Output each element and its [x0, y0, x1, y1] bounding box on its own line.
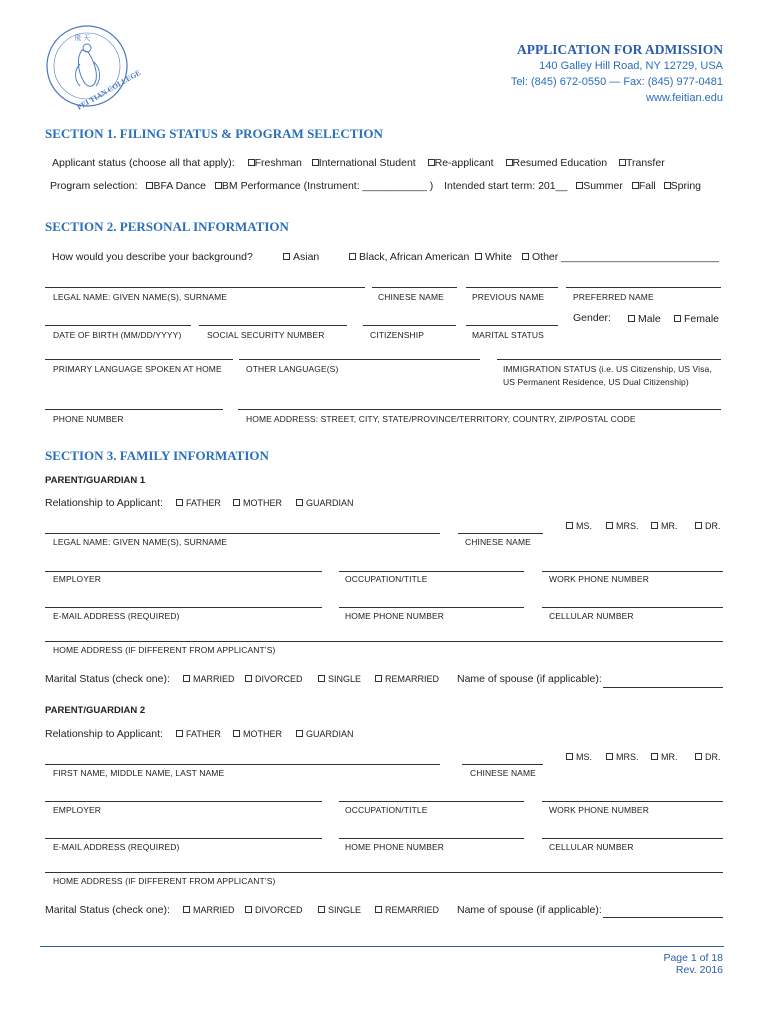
parent-1-occupation-field[interactable]: [339, 571, 524, 572]
preferred-name-label: PREFERRED NAME: [573, 292, 654, 302]
parent-2-marital-label: Marital Status (check one):: [45, 904, 170, 916]
program-bm-option[interactable]: BM Performance (Instrument: ___________ ): [215, 180, 433, 192]
applicant-status-label: Applicant status (choose all that apply):: [52, 157, 235, 169]
svg-text:飛 天: 飛 天: [74, 34, 91, 42]
checkbox-icon[interactable]: [651, 522, 658, 529]
gender-male-option[interactable]: Male: [628, 313, 661, 325]
parent-2-cell-label: CELLULAR NUMBER: [549, 842, 634, 852]
primary-language-label: PRIMARY LANGUAGE SPOKEN AT HOME: [53, 364, 222, 374]
revision: Rev. 2016: [675, 964, 723, 976]
page-number: Page 1 of 18: [663, 952, 723, 964]
gender-label: Gender:: [573, 312, 611, 324]
section-2-title: SECTION 2. PERSONAL INFORMATION: [45, 219, 289, 234]
college-logo: [44, 22, 143, 112]
home-address-field[interactable]: [238, 409, 721, 410]
chinese-name-label: CHINESE NAME: [378, 292, 444, 302]
parent-2-home-phone-field[interactable]: [339, 838, 524, 839]
parent-2-guardian-option[interactable]: GUARDIAN: [296, 729, 354, 739]
parent-1-single-option[interactable]: SINGLE: [318, 674, 361, 684]
checkbox-icon[interactable]: [318, 675, 325, 682]
program-bfa-option[interactable]: BFA Dance: [146, 180, 206, 192]
parent-1-occupation-label: OCCUPATION/TITLE: [345, 574, 428, 584]
checkbox-icon[interactable]: [475, 253, 482, 260]
ssn-field[interactable]: [199, 325, 347, 326]
status-international-option[interactable]: International Student: [312, 157, 416, 169]
parent-2-mrs-option[interactable]: MRS.: [606, 752, 639, 762]
parent-2-home-address-field[interactable]: [45, 872, 723, 873]
legal-name-label: LEGAL NAME: GIVEN NAME(S), SURNAME: [53, 292, 228, 302]
checkbox-icon[interactable]: [695, 753, 702, 760]
checkbox-icon[interactable]: [176, 730, 183, 737]
previous-name-field[interactable]: [466, 287, 558, 288]
parent-1-work-phone-label: WORK PHONE NUMBER: [549, 574, 649, 584]
checkbox-icon[interactable]: [428, 159, 435, 166]
parent-1-mr-option[interactable]: MR.: [651, 521, 678, 531]
parent-2-mr-option[interactable]: MR.: [651, 752, 678, 762]
parent-2-spouse-label: Name of spouse (if applicable):: [457, 904, 602, 916]
program-selection-row: [50, 180, 701, 192]
parent-1-remarried-option[interactable]: REMARRIED: [375, 674, 439, 684]
parent-2-dr-option[interactable]: DR.: [695, 752, 721, 762]
parent-2-home-address-label: HOME ADDRESS (IF DIFFERENT FROM APPLICANT’S): [53, 876, 276, 886]
parent-2-name-field[interactable]: [45, 764, 440, 765]
checkbox-icon[interactable]: [619, 159, 626, 166]
checkbox-icon[interactable]: [632, 182, 639, 189]
immigration-status-field[interactable]: [497, 359, 721, 360]
parent-1-chinese-name-label: CHINESE NAME: [465, 537, 531, 547]
parent-2-remarried-option[interactable]: REMARRIED: [375, 905, 439, 915]
parent-2-work-phone-label: WORK PHONE NUMBER: [549, 805, 649, 815]
primary-language-field[interactable]: [45, 359, 233, 360]
checkbox-icon[interactable]: [296, 730, 303, 737]
parent-1-marital-label: Marital Status (check one):: [45, 673, 170, 685]
other-language-label: OTHER LANGUAGE(S): [246, 364, 339, 374]
background-other-option[interactable]: Other ___________________________: [522, 251, 719, 263]
parent-1-heading: PARENT/GUARDIAN 1: [45, 475, 146, 486]
college-phone: Tel: (845) 672-0550 — Fax: (845) 977-0481: [510, 76, 723, 88]
parent-1-relationship-label: Relationship to Applicant:: [45, 497, 163, 509]
parent-2-employer-field[interactable]: [45, 801, 322, 802]
checkbox-icon[interactable]: [522, 253, 529, 260]
chinese-name-field[interactable]: [372, 287, 457, 288]
citizenship-field[interactable]: [363, 325, 456, 326]
svg-text:FEI TIAN COLLEGE: FEI TIAN COLLEGE: [75, 67, 143, 112]
checkbox-icon[interactable]: [245, 675, 252, 682]
parent-1-married-option[interactable]: MARRIED: [183, 674, 235, 684]
checkbox-icon[interactable]: [176, 499, 183, 506]
parent-1-ms-option[interactable]: MS.: [566, 521, 592, 531]
form-title: APPLICATION FOR ADMISSION: [516, 42, 723, 57]
parent-1-chinese-name-field[interactable]: [458, 533, 543, 534]
footer-divider: [40, 946, 724, 947]
college-address: 140 Galley Hill Road, NY 12729, USA: [539, 60, 723, 72]
checkbox-icon[interactable]: [695, 522, 702, 529]
background-question: How would you describe your background?: [52, 251, 253, 263]
parent-1-work-phone-field[interactable]: [542, 571, 723, 572]
parent-1-name-label: LEGAL NAME: GIVEN NAME(S), SURNAME: [53, 537, 228, 547]
checkbox-icon[interactable]: [606, 753, 613, 760]
parent-2-married-option[interactable]: MARRIED: [183, 905, 235, 915]
ssn-label: SOCIAL SECURITY NUMBER: [207, 330, 325, 340]
parent-1-home-phone-label: HOME PHONE NUMBER: [345, 611, 444, 621]
parent-2-work-phone-field[interactable]: [542, 801, 723, 802]
checkbox-icon[interactable]: [183, 675, 190, 682]
status-reapplicant-option[interactable]: Re-applicant: [428, 157, 494, 169]
checkbox-icon[interactable]: [566, 753, 573, 760]
checkbox-icon[interactable]: [233, 730, 240, 737]
marital-status-label: MARITAL STATUS: [472, 330, 544, 340]
parent-1-guardian-option[interactable]: GUARDIAN: [296, 498, 354, 508]
parent-1-cell-field[interactable]: [542, 607, 723, 608]
parent-1-home-phone-field[interactable]: [339, 607, 524, 608]
checkbox-icon[interactable]: [375, 675, 382, 682]
parent-1-father-option[interactable]: FATHER: [176, 498, 221, 508]
gender-female-option[interactable]: Female: [674, 313, 719, 325]
parent-1-name-field[interactable]: [45, 533, 440, 534]
parent-2-cell-field[interactable]: [542, 838, 723, 839]
parent-2-relationship-label: Relationship to Applicant:: [45, 728, 163, 740]
checkbox-icon[interactable]: [248, 159, 255, 166]
checkbox-icon[interactable]: [674, 315, 681, 322]
parent-2-single-option[interactable]: SINGLE: [318, 905, 361, 915]
other-language-field[interactable]: [239, 359, 480, 360]
parent-1-email-label: E-MAIL ADDRESS (REQUIRED): [53, 611, 180, 621]
checkbox-icon[interactable]: [183, 906, 190, 913]
parent-1-email-field[interactable]: [45, 607, 322, 608]
checkbox-icon[interactable]: [628, 315, 635, 322]
parent-2-occupation-field[interactable]: [339, 801, 524, 802]
parent-2-chinese-name-field[interactable]: [462, 764, 543, 765]
parent-1-divorced-option[interactable]: DIVORCED: [245, 674, 303, 684]
citizenship-label: CITIZENSHIP: [370, 330, 424, 340]
legal-name-field[interactable]: [45, 287, 365, 288]
parent-2-spouse-field[interactable]: [603, 917, 723, 918]
checkbox-icon[interactable]: [606, 522, 613, 529]
status-freshman-option[interactable]: Freshman: [248, 157, 302, 169]
parent-1-employer-field[interactable]: [45, 571, 322, 572]
parent-1-cell-label: CELLULAR NUMBER: [549, 611, 634, 621]
parent-2-name-label: FIRST NAME, MIDDLE NAME, LAST NAME: [53, 768, 225, 778]
term-summer-option[interactable]: Summer: [576, 180, 623, 192]
intended-term-label: Intended start term: 201__: [444, 180, 568, 192]
footer: [663, 952, 723, 976]
immigration-status-label-cont: US Permanent Residence, US Dual Citizenship): [503, 377, 689, 387]
term-fall-option[interactable]: Fall: [632, 180, 656, 192]
status-resumed-education-option[interactable]: Resumed Education: [506, 157, 608, 169]
college-header: [511, 42, 723, 106]
checkbox-icon[interactable]: [312, 159, 319, 166]
parent-1-mrs-option[interactable]: MRS.: [606, 521, 639, 531]
section-1-title: SECTION 1. FILING STATUS & PROGRAM SELECTION: [45, 126, 383, 141]
parent-1-home-address-field[interactable]: [45, 641, 723, 642]
checkbox-icon[interactable]: [215, 182, 222, 189]
preferred-name-field[interactable]: [566, 287, 721, 288]
checkbox-icon[interactable]: [245, 906, 252, 913]
checkbox-icon[interactable]: [349, 253, 356, 260]
phone-label: PHONE NUMBER: [53, 414, 124, 424]
parent-2-chinese-name-label: CHINESE NAME: [470, 768, 536, 778]
parent-2-mother-option[interactable]: MOTHER: [233, 729, 282, 739]
parent-1-employer-label: EMPLOYER: [53, 574, 102, 584]
program-selection-label: Program selection:: [50, 180, 138, 192]
dob-label: DATE OF BIRTH (MM/DD/YYYY): [53, 330, 182, 340]
checkbox-icon[interactable]: [651, 753, 658, 760]
immigration-status-label: IMMIGRATION STATUS (i.e. US Citizenship, US Visa,: [503, 364, 712, 374]
parent-2-heading: PARENT/GUARDIAN 2: [45, 705, 146, 716]
parent-2-occupation-label: OCCUPATION/TITLE: [345, 805, 428, 815]
background-black-option[interactable]: Black, African American: [349, 251, 469, 263]
parent-1-mother-option[interactable]: MOTHER: [233, 498, 282, 508]
background-white-option[interactable]: White: [475, 251, 512, 263]
parent-2-home-phone-label: HOME PHONE NUMBER: [345, 842, 444, 852]
background-asian-option[interactable]: Asian: [283, 251, 319, 263]
parent-1-dr-option[interactable]: DR.: [695, 521, 721, 531]
section-3-title: SECTION 3. FAMILY INFORMATION: [45, 448, 269, 463]
term-spring-option[interactable]: Spring: [664, 180, 701, 192]
previous-name-label: PREVIOUS NAME: [472, 292, 545, 302]
checkbox-icon[interactable]: [296, 499, 303, 506]
home-address-label: HOME ADDRESS: STREET, CITY, STATE/PROVINCE/TERRITORY, COUNTRY, ZIP/POSTAL CODE: [246, 414, 636, 424]
checkbox-icon[interactable]: [664, 182, 671, 189]
dob-field[interactable]: [45, 325, 191, 326]
applicant-status-row: [52, 157, 665, 169]
parent-2-ms-option[interactable]: MS.: [566, 752, 592, 762]
parent-1-spouse-field[interactable]: [603, 687, 723, 688]
parent-2-employer-label: EMPLOYER: [53, 805, 102, 815]
checkbox-icon[interactable]: [566, 522, 573, 529]
parent-1-spouse-label: Name of spouse (if applicable):: [457, 673, 602, 685]
parent-2-email-field[interactable]: [45, 838, 322, 839]
parent-2-divorced-option[interactable]: DIVORCED: [245, 905, 303, 915]
checkbox-icon[interactable]: [233, 499, 240, 506]
parent-1-home-address-label: HOME ADDRESS (IF DIFFERENT FROM APPLICANT’S): [53, 645, 276, 655]
checkbox-icon[interactable]: [375, 906, 382, 913]
phone-field[interactable]: [45, 409, 223, 410]
college-website[interactable]: www.feitian.edu: [645, 92, 723, 104]
checkbox-icon[interactable]: [283, 253, 290, 260]
parent-2-email-label: E-MAIL ADDRESS (REQUIRED): [53, 842, 180, 852]
checkbox-icon[interactable]: [506, 159, 513, 166]
checkbox-icon[interactable]: [318, 906, 325, 913]
status-transfer-option[interactable]: Transfer: [619, 157, 665, 169]
parent-2-father-option[interactable]: FATHER: [176, 729, 221, 739]
marital-status-field[interactable]: [466, 325, 558, 326]
